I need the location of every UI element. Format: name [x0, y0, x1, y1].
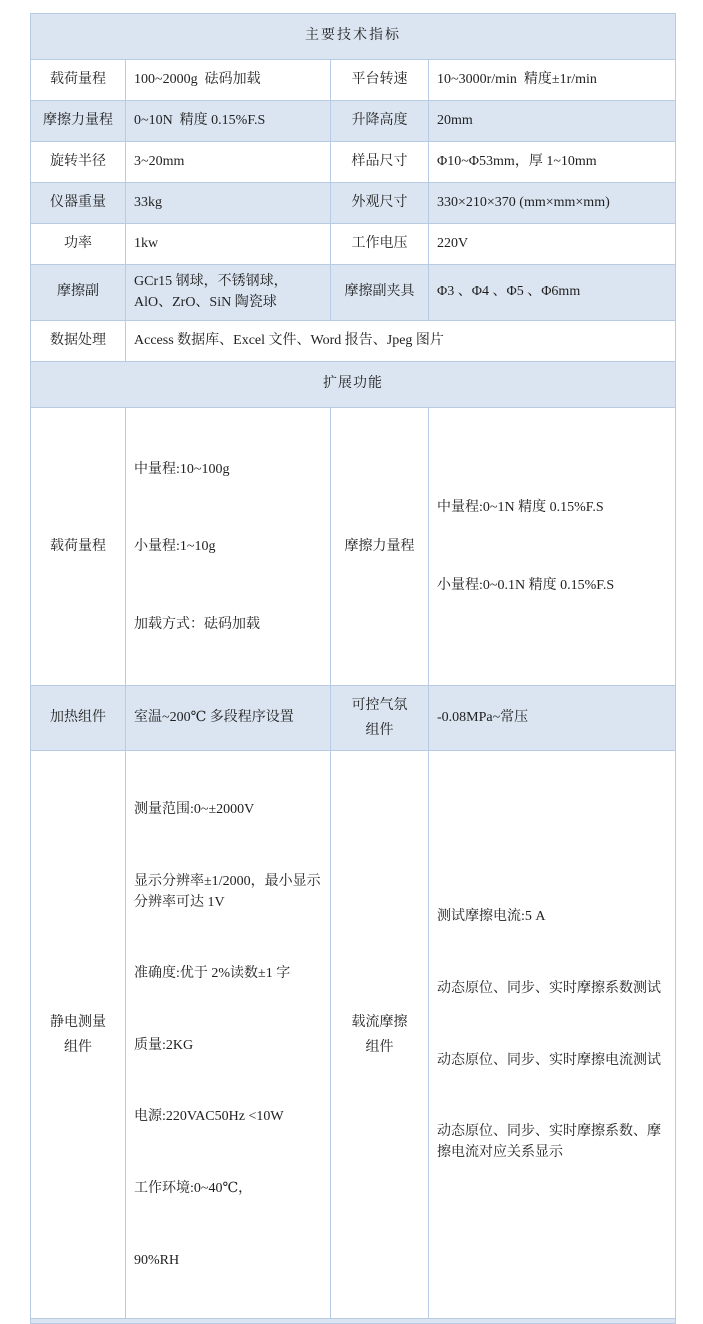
spec-label: 摩擦力量程: [331, 408, 429, 686]
spec-row-friction-range: [31, 101, 676, 142]
spec-line: 中量程:0~1N 精度 0.15%F.S: [437, 500, 604, 516]
spec-label-line: 组件: [365, 1039, 394, 1055]
spec-label: 平台转速: [331, 60, 429, 101]
spec-value: 220V: [429, 224, 676, 265]
spec-value: 33kg: [126, 183, 331, 224]
spec-label: 工作电压: [331, 224, 429, 265]
spec-label: [331, 686, 429, 751]
spec-row-electrostatic: [31, 751, 676, 1319]
spec-label: 载荷量程: [31, 60, 126, 101]
spec-value: GCr15 钢球，不锈钢球，AlO、ZrO、SiN 陶瓷球: [126, 265, 331, 321]
spec-label-line: 组件: [64, 1039, 92, 1055]
spec-line: 测试摩擦电流:5 A: [437, 909, 546, 925]
bottom-strip-cell: [31, 1319, 676, 1324]
spec-row-heating: [31, 686, 676, 751]
spec-row-friction-pair: [31, 265, 676, 321]
spec-value: 20mm: [429, 101, 676, 142]
spec-value: [429, 751, 676, 1319]
spec-label: 样品尺寸: [331, 142, 429, 183]
spec-label-line: 组件: [365, 723, 394, 739]
spec-label: 旋转半径: [31, 142, 126, 183]
spec-line: 电源:220VAC50Hz <10W: [134, 1109, 284, 1125]
spec-value: 室温~200℃ 多段程序设置: [126, 686, 331, 751]
spec-label: 摩擦力量程: [31, 101, 126, 142]
table-title-row: [31, 14, 676, 60]
spec-line: 显示分辨率±1/2000，最小显示分辨率可达 1V: [134, 873, 321, 910]
spec-label-line: 可控气氛: [351, 698, 408, 714]
spec-value: [429, 408, 676, 686]
spec-label: 摩擦副: [31, 265, 126, 321]
spec-value: -0.08MPa~常压: [429, 686, 676, 751]
spec-value: 3~20mm: [126, 142, 331, 183]
spec-line: 动态原位、同步、实时摩擦电流测试: [437, 1052, 661, 1068]
spec-value: 10~3000r/min 精度±1r/min: [429, 60, 676, 101]
spec-row-rotation-radius: [31, 142, 676, 183]
table-title: 主要技术指标: [31, 14, 676, 60]
spec-line: 质量:2KG: [134, 1037, 194, 1053]
spec-label: 加热组件: [31, 686, 126, 751]
spec-line: 小量程:1~10g: [134, 539, 216, 555]
spec-value: Φ10~Φ53mm，厚 1~10mm: [429, 142, 676, 183]
spec-value: Φ3 、Φ4 、Φ5 、Φ6mm: [429, 265, 676, 321]
spec-label-line: 静电测量: [50, 1014, 106, 1030]
spec-label: 仪器重量: [31, 183, 126, 224]
section-header-row: [31, 362, 676, 408]
spec-value: 100~2000g 砝码加载: [126, 60, 331, 101]
spec-line: 中量程:10~100g: [134, 461, 230, 477]
spec-value: [126, 408, 331, 686]
spec-line: 工作环境:0~40℃，: [134, 1180, 253, 1196]
spec-row-load-range: [31, 60, 676, 101]
spec-row-power: [31, 224, 676, 265]
table-bottom-strip: [31, 1319, 676, 1324]
spec-label: [331, 751, 429, 1319]
spec-line: 加载方式：砝码加载: [134, 616, 260, 632]
spec-label: [31, 751, 126, 1319]
spec-label: 外观尺寸: [331, 183, 429, 224]
spec-line: 测量范围:0~±2000V: [134, 801, 255, 817]
spec-line: 动态原位、同步、实时摩擦系数测试: [437, 980, 661, 996]
spec-value: [126, 751, 331, 1319]
spec-label: 摩擦副夹具: [331, 265, 429, 321]
spec-value: 1kw: [126, 224, 331, 265]
spec-label: 功率: [31, 224, 126, 265]
spec-line: 小量程:0~0.1N 精度 0.15%F.S: [437, 577, 615, 593]
spec-value: 0~10N 精度 0.15%F.S: [126, 101, 331, 142]
spec-row-data-processing: [31, 321, 676, 362]
spec-label-line: 载流摩擦: [351, 1014, 408, 1030]
spec-row-weight: [31, 183, 676, 224]
spec-label: 数据处理: [31, 321, 126, 362]
spec-value: 330×210×370 (mm×mm×mm): [429, 183, 676, 224]
spec-line: 动态原位、同步、实时摩擦系数、摩擦电流对应关系显示: [437, 1124, 661, 1161]
spec-line: 准确度:优于 2%读数±1 字: [134, 966, 291, 982]
section-title: 扩展功能: [31, 362, 676, 408]
spec-row-ext-load-range: [31, 408, 676, 686]
spec-value: Access 数据库、Excel 文件、Word 报告、Jpeg 图片: [126, 321, 676, 362]
spec-label: 升降高度: [331, 101, 429, 142]
spec-line: 90%RH: [134, 1252, 180, 1268]
spec-label: 载荷量程: [31, 408, 126, 686]
specs-table: [30, 13, 676, 1324]
